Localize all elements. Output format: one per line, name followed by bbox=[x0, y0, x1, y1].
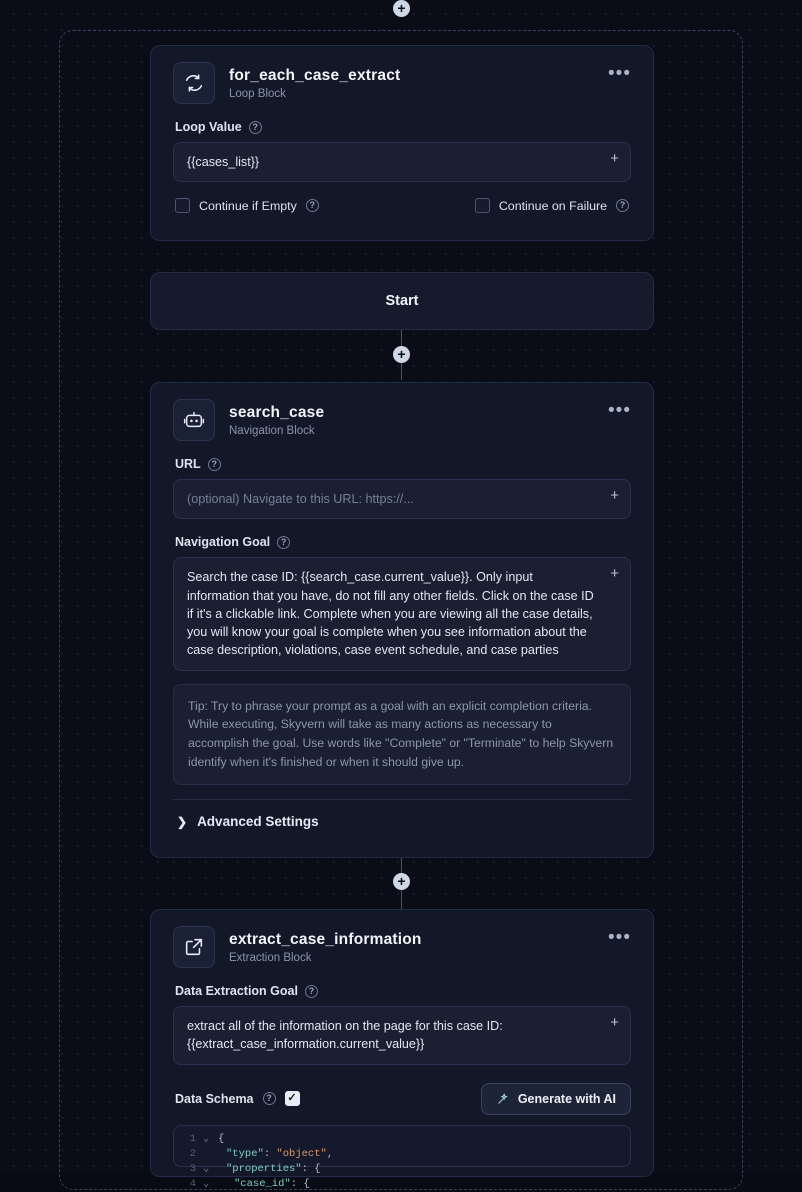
line-number: 2 bbox=[189, 1147, 196, 1160]
help-icon[interactable]: ? bbox=[249, 121, 262, 134]
fold-icon[interactable]: ⌄ bbox=[203, 1132, 210, 1145]
data-schema-row bbox=[175, 1083, 631, 1115]
code-key: "case_id" bbox=[234, 1178, 291, 1191]
generate-with-ai-label: Generate with AI bbox=[517, 1091, 616, 1106]
code-line bbox=[174, 1147, 630, 1162]
extract-icon bbox=[173, 926, 215, 968]
add-parameter-icon[interactable]: + bbox=[610, 1014, 619, 1031]
label-text: Navigation Goal bbox=[175, 535, 271, 550]
data-extraction-goal-text: extract all of the information on the page for this case ID: {{extract_case_information.current_value}} bbox=[187, 1019, 503, 1052]
advanced-settings-toggle[interactable] bbox=[173, 814, 631, 829]
add-block-top[interactable]: + bbox=[393, 0, 410, 17]
navigation-goal-text: Search the case ID: {{search_case.current_value}}. Only input information that you have, do not fill any other fields. Click on the case ID if it's a clickable link. Complete when you are viewing all the case details, you will know your goal is complete when you see information about the case description, violations, case event schedule, and case parties bbox=[187, 570, 594, 658]
block-title: for_each_case_extract bbox=[229, 66, 401, 84]
loop-icon bbox=[173, 62, 215, 104]
code-tail: { bbox=[314, 1162, 321, 1175]
line-number: 1 bbox=[189, 1132, 196, 1145]
code-sep: : bbox=[301, 1162, 315, 1175]
data-extraction-goal-label bbox=[175, 984, 631, 998]
advanced-settings-label: Advanced Settings bbox=[197, 814, 319, 830]
loop-value-text: {{cases_list}} bbox=[187, 155, 260, 169]
continue-on-failure-label: Continue on Failure bbox=[498, 198, 607, 213]
code-string: "object" bbox=[276, 1147, 327, 1160]
chevron-right-icon: ❯ bbox=[177, 814, 188, 829]
help-icon[interactable]: ? bbox=[616, 199, 629, 212]
code-line bbox=[174, 1162, 630, 1177]
data-schema-code-editor[interactable] bbox=[173, 1125, 631, 1191]
help-icon[interactable]: ? bbox=[305, 985, 318, 998]
loop-value-label bbox=[175, 120, 631, 134]
block-for-each-case-extract[interactable] bbox=[150, 45, 654, 241]
sparkle-icon bbox=[496, 1092, 510, 1106]
fold-icon[interactable]: ⌄ bbox=[203, 1178, 210, 1191]
label-text: Data Extraction Goal bbox=[175, 984, 298, 998]
robot-icon bbox=[173, 399, 215, 441]
label-text: URL bbox=[175, 457, 201, 471]
label-text: Loop Value bbox=[175, 120, 242, 134]
help-icon[interactable]: ? bbox=[263, 1092, 276, 1105]
block-title: search_case bbox=[229, 403, 325, 421]
help-icon[interactable]: ? bbox=[277, 536, 290, 549]
add-parameter-icon[interactable]: + bbox=[610, 565, 619, 583]
data-schema-label: Data Schema bbox=[175, 1091, 254, 1106]
code-line bbox=[174, 1132, 630, 1147]
block-header bbox=[173, 399, 631, 441]
continue-on-failure-option[interactable] bbox=[475, 198, 629, 213]
navigation-goal-textarea[interactable] bbox=[173, 557, 631, 670]
code-key: "type" bbox=[226, 1147, 264, 1160]
add-parameter-icon[interactable]: + bbox=[610, 487, 619, 504]
add-block-after-start[interactable]: + bbox=[393, 346, 410, 363]
fold-icon[interactable]: ⌄ bbox=[203, 1162, 210, 1175]
code-sep: : bbox=[263, 1147, 277, 1160]
line-number: 4 bbox=[189, 1178, 196, 1191]
url-label bbox=[175, 457, 631, 471]
code-text: { bbox=[218, 1132, 225, 1145]
block-header bbox=[173, 62, 631, 104]
code-sep: : bbox=[290, 1178, 304, 1191]
block-subtitle: Extraction Block bbox=[229, 951, 312, 964]
add-block-after-search[interactable]: + bbox=[393, 873, 410, 890]
code-tail: , bbox=[326, 1147, 334, 1160]
navigation-goal-label bbox=[175, 535, 631, 549]
block-subtitle: Loop Block bbox=[229, 87, 286, 100]
block-search-case[interactable] bbox=[150, 382, 654, 858]
help-icon[interactable]: ? bbox=[208, 458, 221, 471]
navigation-goal-tip: Tip: Try to phrase your prompt as a goal with an explicit completion criteria. While executing, Skyvern will take as many actions as necessary to accomplish the goal. Use words like "Complete" or "Terminate" to help Skyvern identify when it's finished or when it should give up. bbox=[173, 684, 631, 786]
data-extraction-goal-textarea[interactable] bbox=[173, 1006, 631, 1065]
generate-with-ai-button[interactable] bbox=[481, 1083, 631, 1115]
start-label: Start bbox=[385, 293, 419, 309]
block-menu-button[interactable]: ••• bbox=[608, 400, 631, 421]
continue-if-empty-checkbox[interactable] bbox=[175, 198, 190, 213]
url-input[interactable] bbox=[173, 479, 631, 519]
continue-on-failure-checkbox[interactable] bbox=[475, 198, 490, 213]
continue-if-empty-option[interactable] bbox=[175, 198, 319, 213]
block-title: extract_case_information bbox=[229, 930, 422, 948]
divider bbox=[173, 799, 631, 800]
url-placeholder-text: (optional) Navigate to this URL: https://... bbox=[187, 492, 414, 506]
fold-icon[interactable] bbox=[203, 1147, 211, 1162]
help-icon[interactable]: ? bbox=[306, 199, 319, 212]
loop-options bbox=[173, 198, 631, 213]
block-menu-button[interactable]: ••• bbox=[608, 63, 631, 84]
add-parameter-icon[interactable]: + bbox=[610, 150, 619, 167]
code-line bbox=[174, 1177, 630, 1192]
line-number: 3 bbox=[189, 1162, 196, 1175]
code-key: "properties" bbox=[226, 1162, 302, 1175]
loop-value-input[interactable] bbox=[173, 142, 631, 182]
code-tail: { bbox=[303, 1178, 310, 1191]
data-schema-checkbox[interactable]: ✓ bbox=[285, 1091, 300, 1106]
block-subtitle: Navigation Block bbox=[229, 424, 315, 437]
continue-if-empty-label: Continue if Empty bbox=[199, 198, 297, 213]
block-extract-case-information[interactable] bbox=[150, 909, 654, 1191]
start-node[interactable] bbox=[150, 272, 654, 330]
block-header bbox=[173, 926, 631, 968]
block-menu-button[interactable]: ••• bbox=[608, 927, 631, 948]
